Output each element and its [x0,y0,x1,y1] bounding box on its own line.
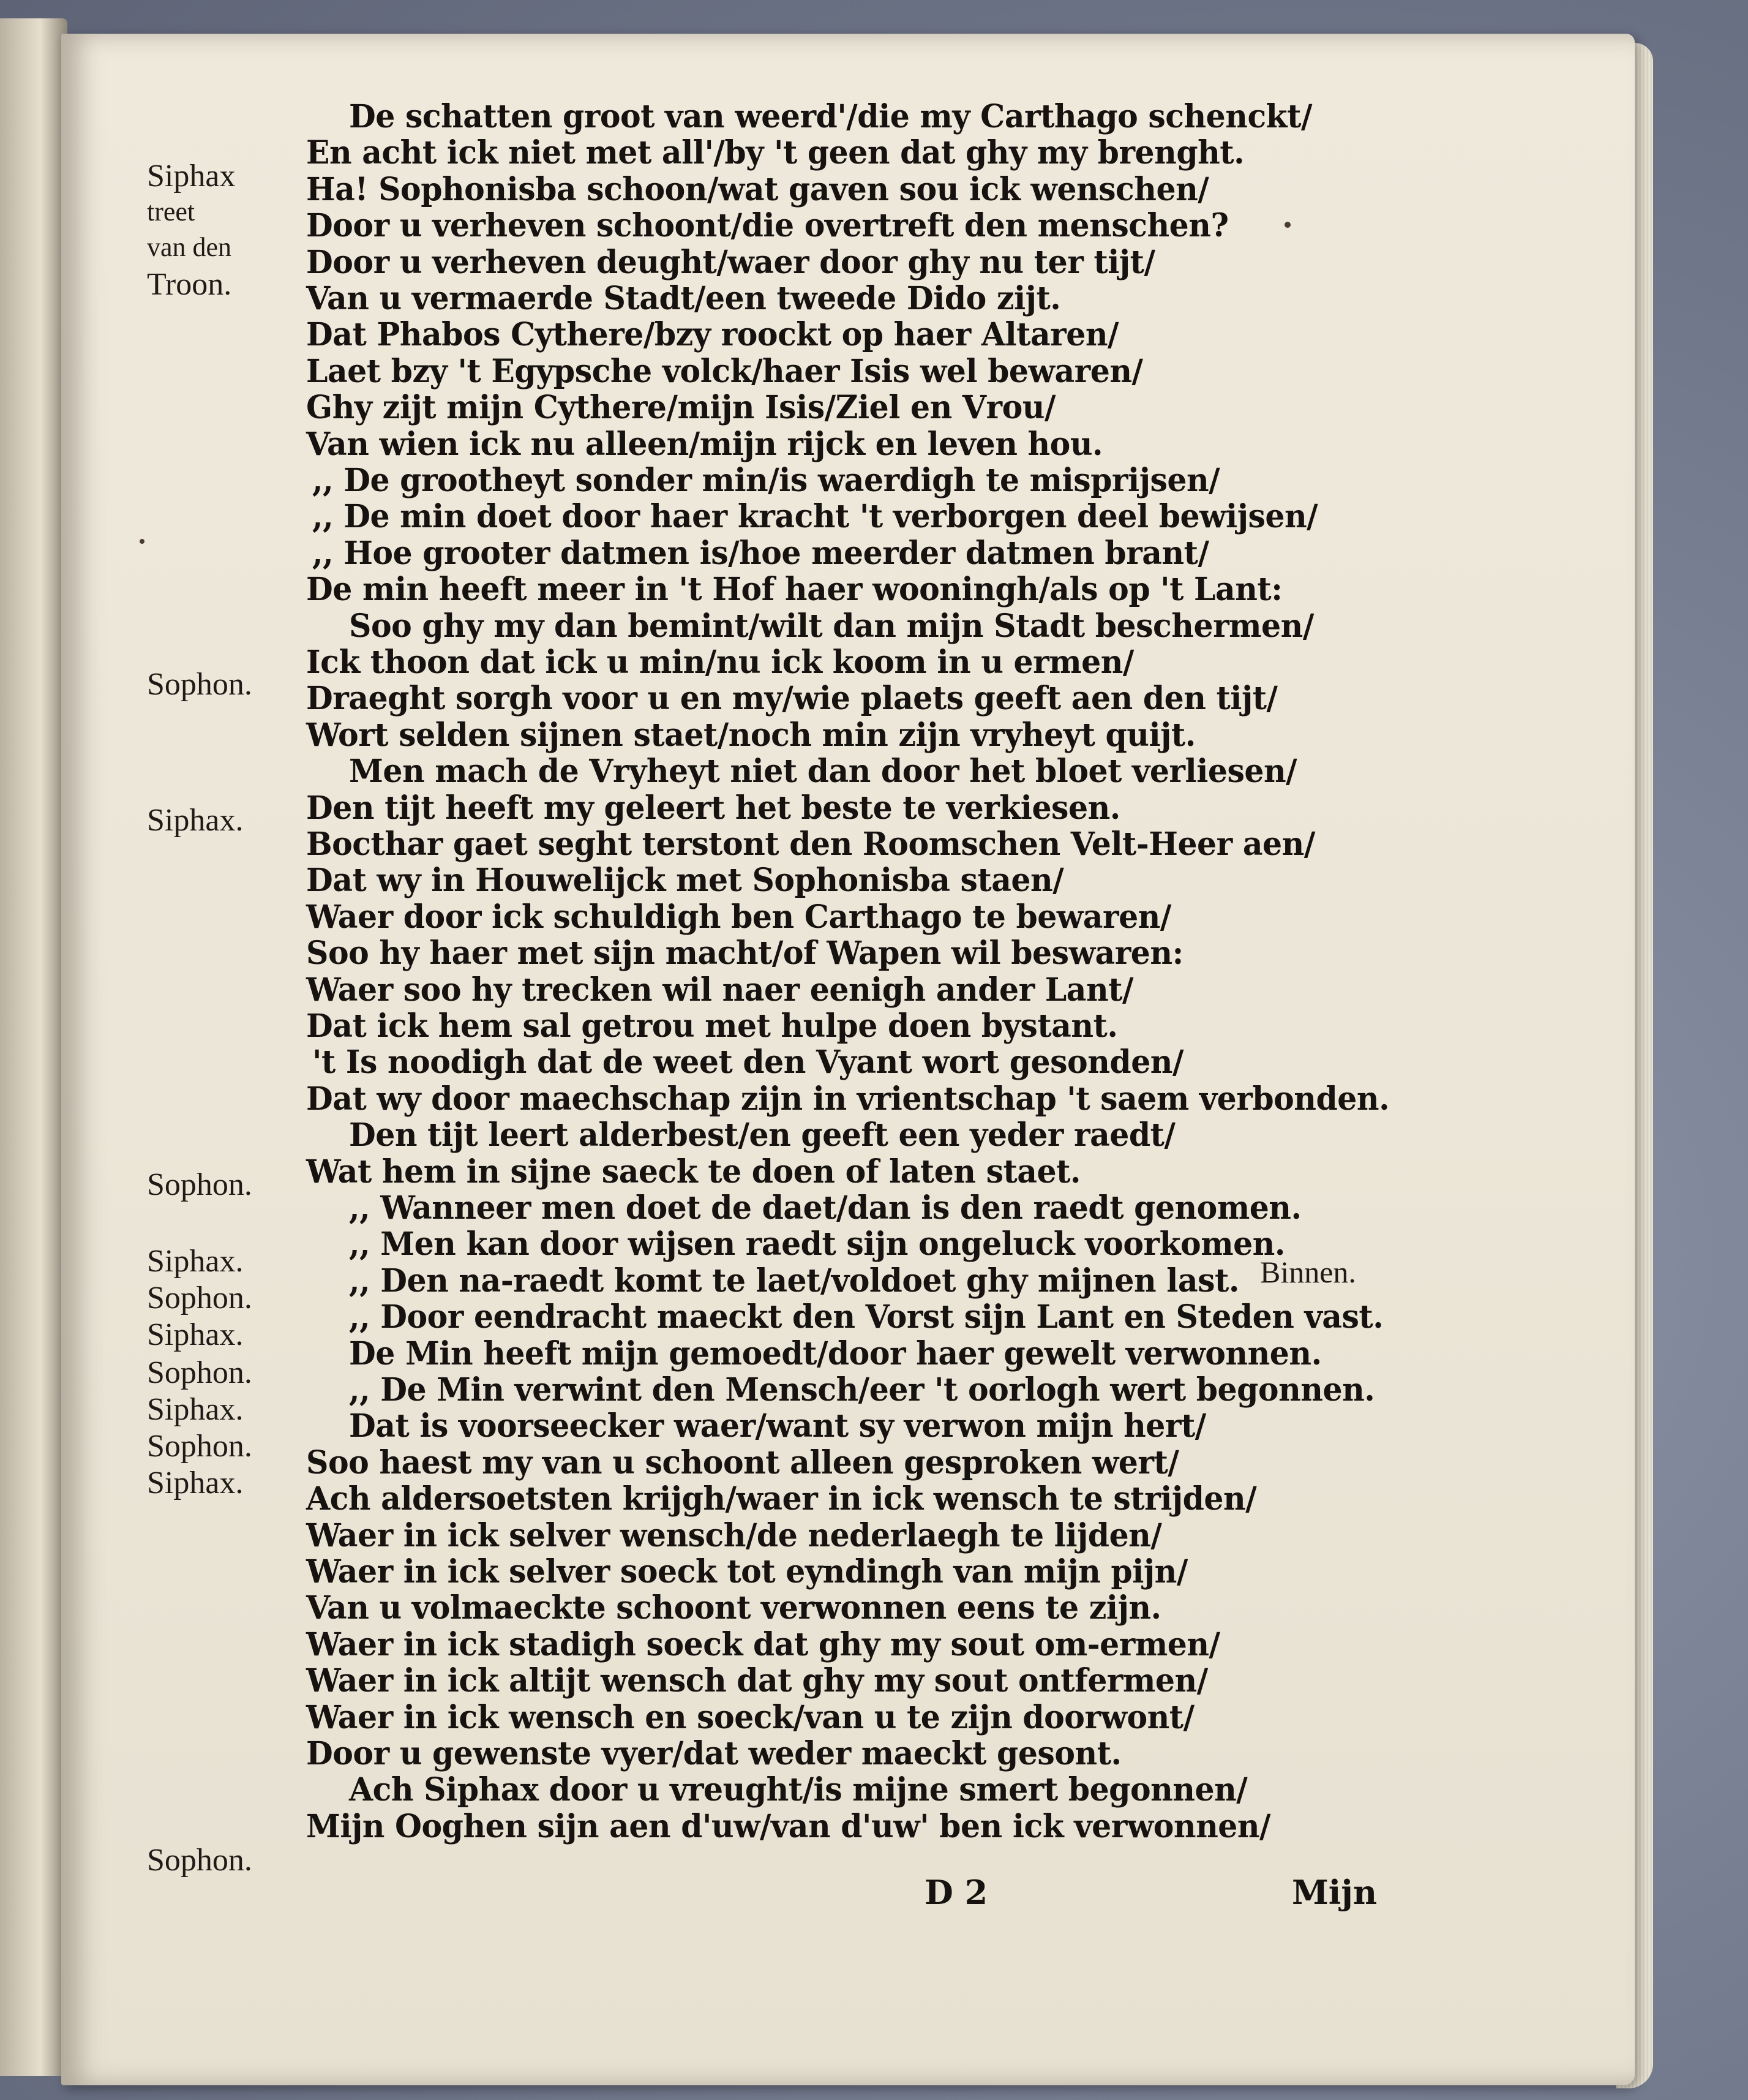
verse-line: Waer in ick selver wensch/de nederlaegh te lijden/ [306,1516,1162,1554]
verse-line: ,, De grootheyt sonder min/is waerdigh te misprijsen/ [312,462,1220,499]
verse-line: Bocthar gaet seght terstont den Roomschen Velt-Heer aen/ [306,826,1315,863]
speaker-label: Siphax. [147,1466,244,1500]
verse-line: ,, Hoe grooter datmen is/hoe meerder datmen brant/ [312,534,1209,572]
verse-line: De min heeft meer in 't Hof haer wooningh/als op 't Lant: [306,571,1283,609]
verse-line: Dat wy in Houwelijck met Sophonisba staen/ [306,862,1064,900]
verse-line: Ghy zijt mijn Cythere/mijn Isis/Ziel en Vrou/ [306,389,1056,427]
verse-line: ,, Den na-raedt komt te laet/voldoet ghy mijnen last. [349,1262,1239,1300]
verse-line: Van u vermaerde Stadt/een tweede Dido zijt. [306,280,1061,317]
verse-line: Den tijt leert alderbest/en geeft een yeder raedt/ [349,1116,1176,1154]
speaker-label: Sophon. [147,1429,252,1464]
catchword: Mijn [1292,1873,1378,1912]
speaker-label: Sophon. [147,1281,252,1315]
verse-line: Wat hem in sijne saeck te doen of laten staet. [306,1153,1081,1191]
paper-spot [1285,222,1291,228]
verse-line: Soo ghy my dan bemint/wilt dan mijn Stadt beschermen/ [349,607,1314,645]
verse-line: Door u gewenste vyer/dat weder maeckt gesont. [306,1735,1122,1772]
speaker-label: van den [147,232,232,262]
verse-line: De Min heeft mijn gemoedt/door haer gewelt verwonnen. [349,1334,1322,1372]
verse-line: Door u verheven schoont/die overtreft den menschen? [306,207,1229,245]
verse-line: Wort selden sijnen staet/noch min zijn vryheyt quijt. [306,716,1196,754]
verse-line: Waer in ick wensch en soeck/van u te zijn doorwont/ [306,1698,1195,1736]
verse-line: Waer soo hy trecken wil naer eenigh ander Lant/ [306,971,1133,1009]
verse-line: Van u volmaeckte schoont verwonnen eens te zijn. [306,1589,1161,1627]
speaker-label: Sophon. [147,1167,252,1202]
stage-direction: Binnen. [1260,1255,1356,1289]
speaker-label: Siphax [147,159,236,194]
verse-line: 't Is noodigh dat de weet den Vyant wort gesonden/ [312,1044,1183,1082]
verse-line: Ach Siphax door u vreught/is mijne smert begonnen/ [349,1771,1248,1809]
verse-line: Soo hy haer met sijn macht/of Wapen wil beswaren: [306,935,1183,973]
verse-line: Ick thoon dat ick u min/nu ick koom in u ermen/ [306,644,1134,681]
verse-line: En acht ick niet met all'/by 't geen dat ghy my brenght. [306,134,1245,172]
verse-line: ,, Wanneer men doet de daet/dan is den raedt genomen. [349,1189,1302,1227]
speaker-label: Sophon. [147,1355,252,1390]
facing-page-edge [0,18,67,2076]
speaker-label: Siphax. [147,1317,244,1352]
verse-line: Dat ick hem sal getrou met hulpe doen bystant. [306,1007,1118,1045]
verse-line: Ha! Sophonisba schoon/wat gaven sou ick wenschen/ [306,170,1209,208]
verse-line: Dat wy door maechschap zijn in vrientschap 't saem verbonden. [306,1080,1390,1118]
verse-line: Draeght sorgh voor u en my/wie plaets geeft aen den tijt/ [306,680,1278,718]
verse-line: Waer in ick selver soeck tot eyndingh van mijn pijn/ [306,1553,1188,1590]
speaker-label: Troon. [147,267,232,302]
verse-line: Laet bzy 't Egypsche volck/haer Isis wel bewaren/ [306,352,1143,390]
verse-line: Men mach de Vryheyt niet dan door het bloet verliesen/ [349,753,1297,791]
verse-line: Waer in ick altijt wensch dat ghy my sout ontfermen/ [306,1662,1208,1700]
verse-line: Dat Phabos Cythere/bzy roockt op haer Altaren/ [306,316,1119,354]
verse-line: ,, De min doet door haer kracht 't verborgen deel bewijsen/ [312,498,1318,536]
verse-line: De schatten groot van weerd'/die my Carthago schenckt/ [349,98,1312,135]
signature-mark: D 2 [925,1873,988,1912]
speaker-label: Siphax. [147,1244,244,1279]
verse-line: Waer door ick schuldigh ben Carthago te bewaren/ [306,898,1171,936]
verse-line: Van wien ick nu alleen/mijn rijck en leven hou. [306,425,1103,463]
speaker-margin [147,0,306,2100]
speaker-label: Siphax. [147,1392,244,1427]
speaker-label: Sophon. [147,1843,252,1878]
verse-line: Waer in ick stadigh soeck dat ghy my sout om-ermen/ [306,1625,1220,1663]
verse-line: Den tijt heeft my geleert het beste te verkiesen. [306,789,1120,827]
speaker-label: Sophon. [147,667,252,702]
verse-line: Dat is voorseecker waer/want sy verwon mijn hert/ [349,1407,1206,1445]
paper-spot [140,539,144,544]
verse-line: Door u verheven deught/waer door ghy nu ter tijt/ [306,243,1155,281]
verse-line: Ach aldersoetsten krijgh/waer in ick wensch te strijden/ [306,1480,1257,1518]
verse-line: ,, De Min verwint den Mensch/eer 't oorlogh wert begonnen. [349,1371,1375,1409]
verse-line: Mijn Ooghen sijn aen d'uw/van d'uw' ben ick verwonnen/ [306,1807,1270,1845]
speaker-label: treet [147,197,195,227]
verse-line: ,, Door eendracht maeckt den Vorst sijn Lant en Steden vast. [349,1298,1384,1336]
speaker-label: Siphax. [147,803,244,838]
verse-line: Soo haest my van u schoont alleen gesproken wert/ [306,1443,1179,1481]
verse-line: ,, Men kan door wijsen raedt sijn ongeluck voorkomen. [349,1225,1285,1263]
